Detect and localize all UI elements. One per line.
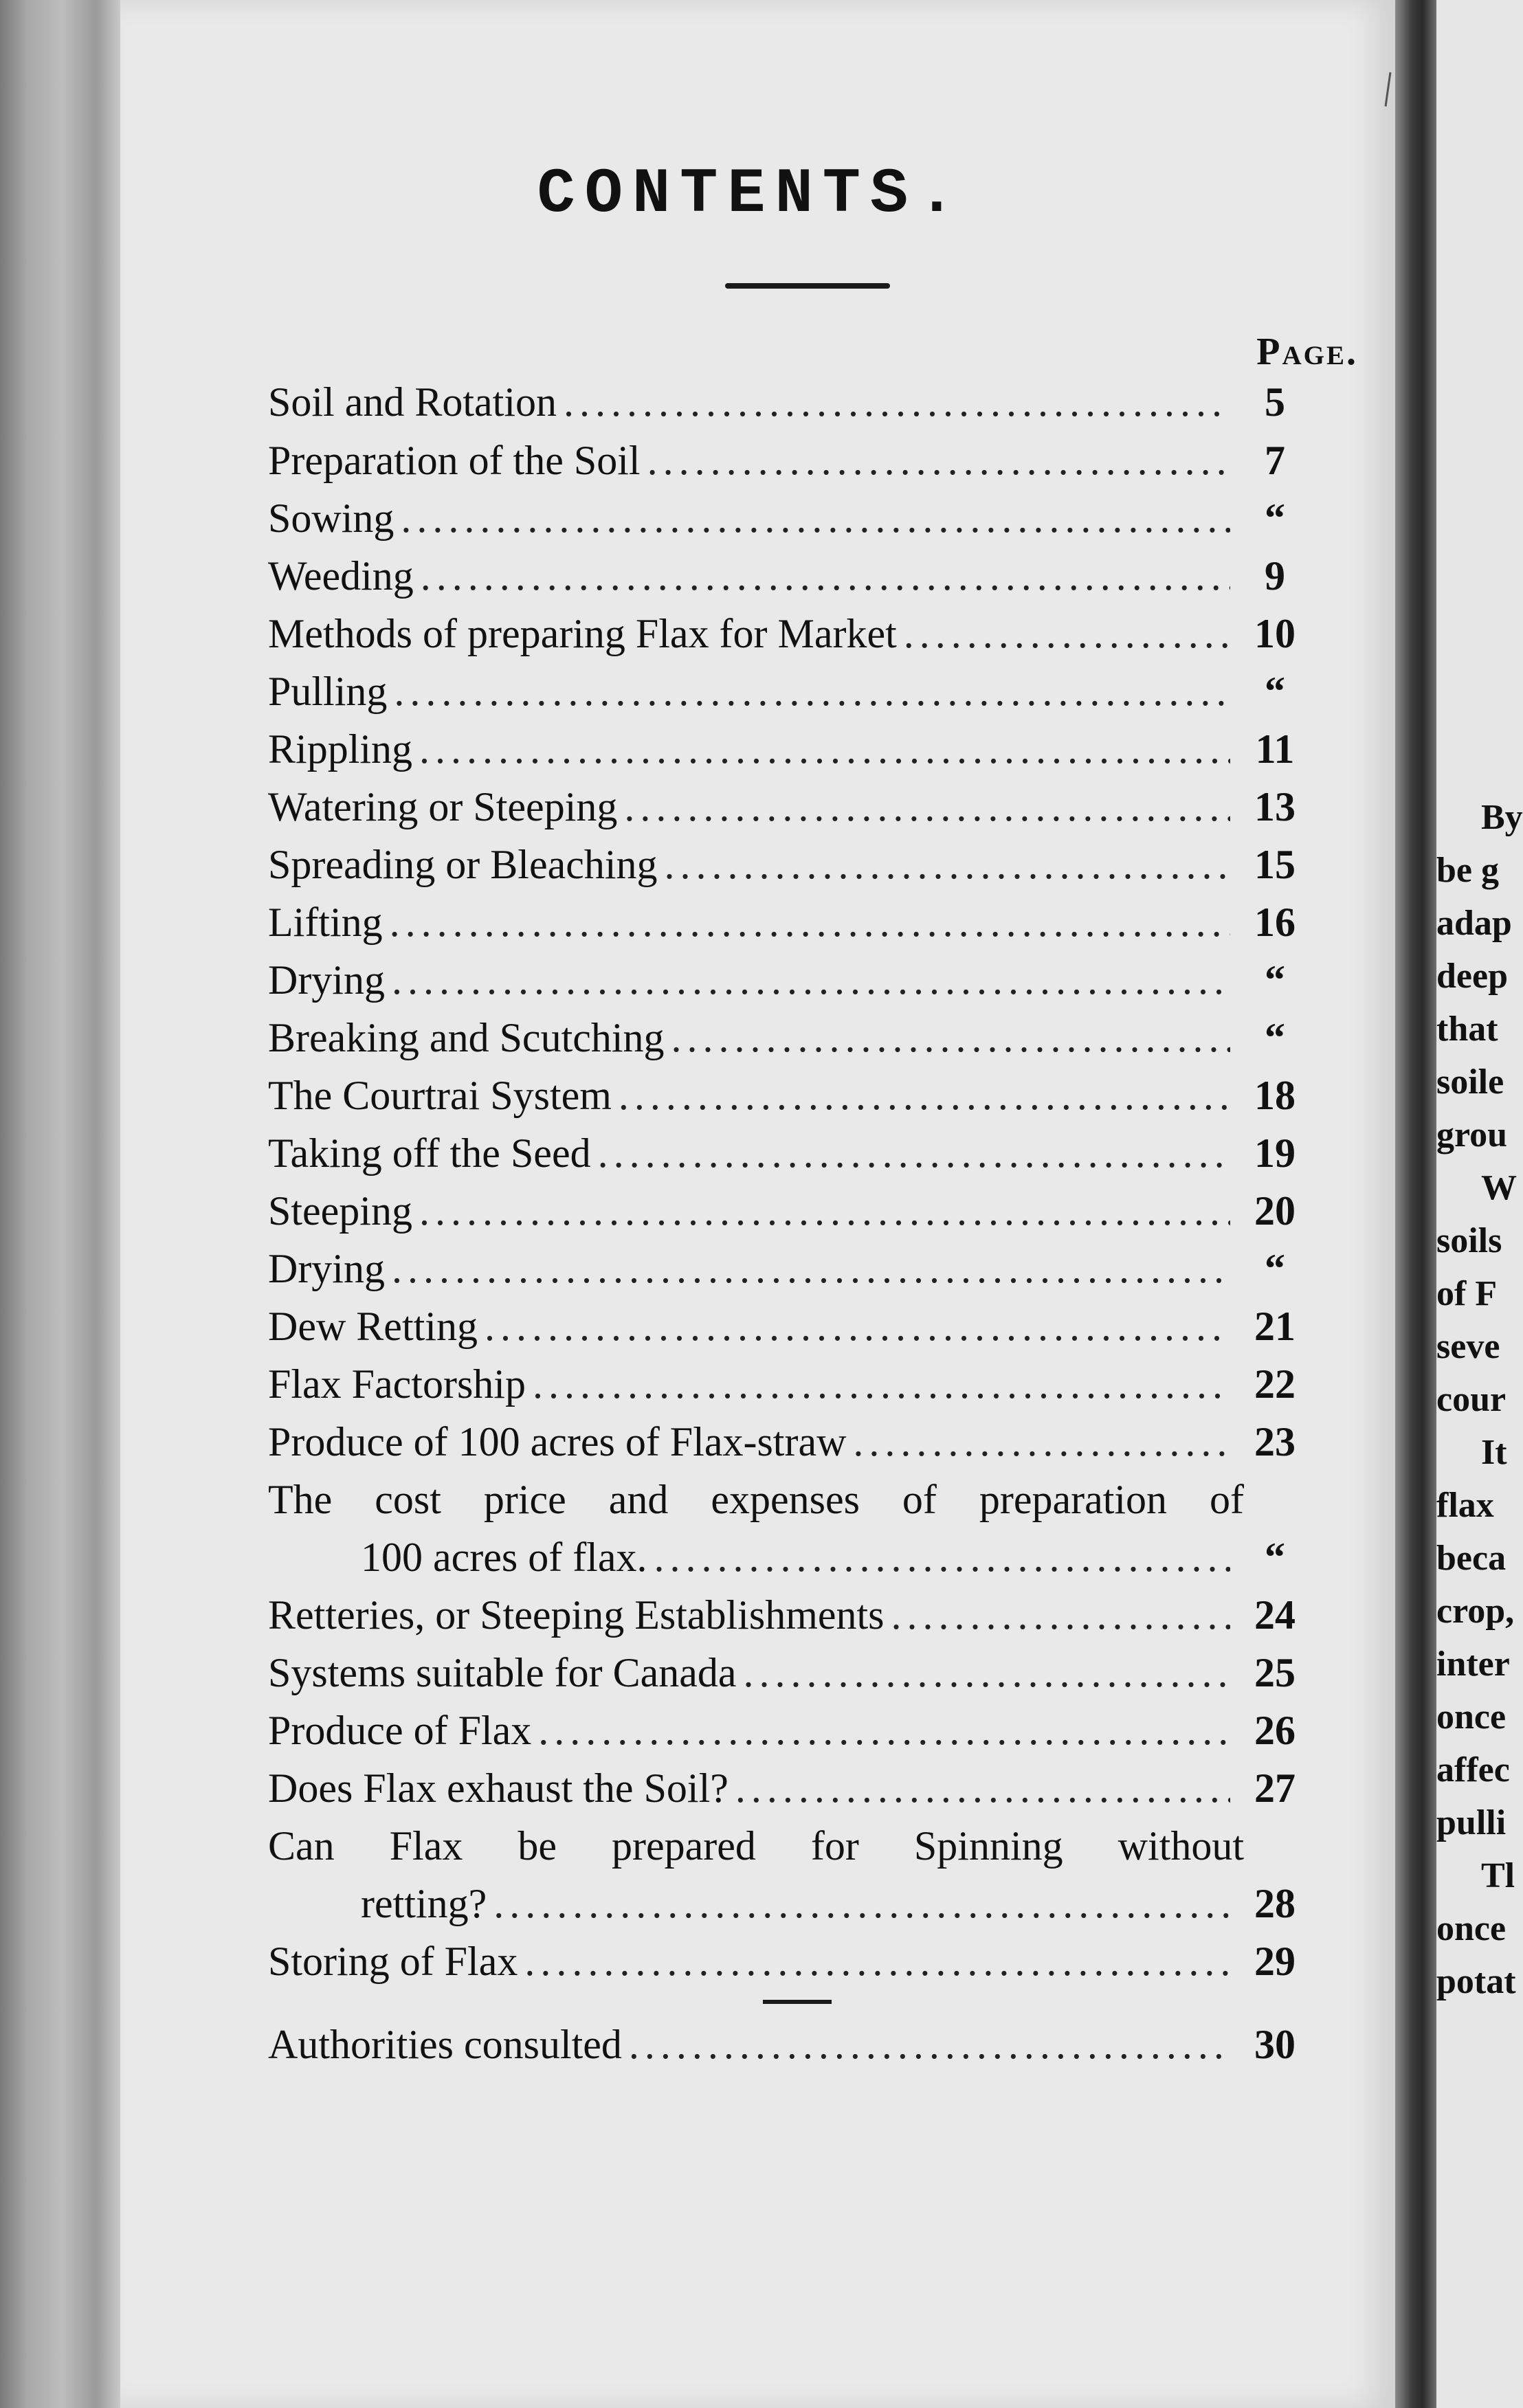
leader-dots xyxy=(419,722,1230,777)
toc-entry xyxy=(268,1183,1313,1238)
leader-dots xyxy=(904,606,1230,661)
toc-entry-label: Produce of Flax xyxy=(268,1708,532,1753)
facing-line: cour xyxy=(1436,1380,1507,1419)
toc-entry-page: 30 xyxy=(1254,2022,1296,2067)
toc-entry-page: “ xyxy=(1265,495,1285,541)
facing-line: be g xyxy=(1436,851,1499,890)
toc-entry-page: 15 xyxy=(1254,842,1296,887)
facing-line: of F xyxy=(1436,1274,1498,1313)
toc-entry-label: Authorities consulted xyxy=(268,2022,622,2067)
leader-dots xyxy=(533,1357,1230,1412)
toc-entry xyxy=(268,1934,1313,1989)
page-gutter xyxy=(1395,0,1436,2408)
leader-dots xyxy=(392,952,1230,1007)
leader-dots xyxy=(598,1126,1230,1181)
toc-entry-label: Breaking and Scutching xyxy=(268,1015,665,1060)
toc-entry xyxy=(268,1645,1313,1700)
toc-entry xyxy=(268,1299,1313,1354)
toc-entry-label: Dew Retting xyxy=(268,1304,478,1349)
toc-entry-label: retting? xyxy=(361,1881,487,1926)
leader-dots xyxy=(619,1068,1230,1123)
toc-entry-page: 29 xyxy=(1254,1939,1296,1984)
toc-entry xyxy=(268,548,1313,603)
toc-entry-page: 24 xyxy=(1254,1592,1296,1638)
section-divider-rule xyxy=(763,2000,832,2004)
toc-entry-label: Sowing xyxy=(268,495,394,541)
toc-entry-page: 20 xyxy=(1254,1188,1296,1234)
leader-dots xyxy=(671,1010,1230,1065)
toc-entry-page: 23 xyxy=(1254,1419,1296,1464)
facing-line: grou xyxy=(1436,1115,1508,1155)
toc-entry xyxy=(268,1241,1313,1296)
leader-dots xyxy=(421,548,1230,603)
toc-entry xyxy=(268,1761,1313,1816)
toc-entry xyxy=(268,664,1313,719)
toc-entry xyxy=(268,1587,1313,1642)
facing-line: adap xyxy=(1436,904,1512,943)
toc-entry-label: Preparation of the Soil xyxy=(268,438,641,483)
toc-entry-label: Pulling xyxy=(268,669,388,714)
toc-entry xyxy=(268,722,1313,777)
toc-entry-page: 26 xyxy=(1254,1708,1296,1753)
facing-line: potat xyxy=(1436,1962,1516,2001)
facing-line: It xyxy=(1481,1433,1507,1472)
leader-dots xyxy=(735,1761,1230,1816)
page-title: CONTENTS. xyxy=(537,158,966,230)
book-binding xyxy=(0,0,120,2408)
toc-entry xyxy=(268,1414,1313,1469)
toc-entry xyxy=(268,1068,1313,1123)
facing-line: once xyxy=(1436,1697,1507,1737)
toc-entry-label: Methods of preparing Flax for Market xyxy=(268,611,897,656)
facing-line: beca xyxy=(1436,1539,1507,1578)
toc-entry xyxy=(268,433,1313,488)
leader-dots xyxy=(394,664,1230,719)
toc-entry xyxy=(268,1876,1313,1931)
facing-line: inter xyxy=(1436,1645,1510,1684)
toc-entry-label: Soil and Rotation xyxy=(268,379,557,425)
leader-dots xyxy=(564,375,1230,430)
facing-line: deep xyxy=(1436,957,1508,996)
leader-dots xyxy=(401,491,1230,546)
toc-entry xyxy=(268,606,1313,661)
toc-entry-label: The Courtrai System xyxy=(268,1073,612,1118)
toc-entry-label: Produce of 100 acres of Flax-straw xyxy=(268,1419,847,1464)
facing-line: once xyxy=(1436,1909,1507,1948)
toc-entry-label: Systems suitable for Canada xyxy=(268,1650,737,1695)
leader-dots xyxy=(744,1645,1230,1700)
facing-line: W xyxy=(1481,1168,1517,1207)
toc-entry-label: Does Flax exhaust the Soil? xyxy=(268,1765,729,1811)
leader-dots xyxy=(665,837,1230,892)
toc-entry xyxy=(268,779,1313,834)
leader-dots xyxy=(647,433,1230,488)
toc-entry-label: Taking off the Seed xyxy=(268,1130,591,1176)
toc-entry-label: Drying xyxy=(268,957,385,1003)
toc-entry-page: 11 xyxy=(1255,726,1295,772)
facing-line: Tl xyxy=(1481,1856,1515,1895)
toc-entry-label: Weeding xyxy=(268,553,414,599)
toc-entry xyxy=(268,375,1313,430)
leader-dots xyxy=(624,779,1230,834)
toc-entry-page: “ xyxy=(1265,1535,1285,1580)
toc-entry-label: Flax Factorship xyxy=(268,1361,526,1407)
toc-entry-label: Storing of Flax xyxy=(268,1939,518,1984)
leader-dots xyxy=(390,895,1230,950)
leader-dots xyxy=(853,1414,1230,1469)
toc-entry-page: 28 xyxy=(1254,1881,1296,1926)
facing-line: affec xyxy=(1436,1750,1510,1790)
toc-entry-page: 25 xyxy=(1254,1650,1296,1695)
facing-line: seve xyxy=(1436,1327,1500,1366)
toc-entry xyxy=(268,895,1313,950)
toc-entry-label: Drying xyxy=(268,1246,385,1291)
facing-line: that xyxy=(1436,1010,1498,1049)
toc-entry-page: 9 xyxy=(1265,553,1285,599)
toc-entry-page: 18 xyxy=(1254,1073,1296,1118)
facing-page xyxy=(1436,0,1523,2408)
toc-entry-label: Watering or Steeping xyxy=(268,784,618,829)
page-column-header: Page. xyxy=(1256,331,1358,373)
leader-dots xyxy=(485,1299,1230,1354)
toc-entry-page: “ xyxy=(1265,1246,1285,1291)
toc-entry xyxy=(268,1126,1313,1181)
facing-line: soils xyxy=(1436,1221,1502,1260)
toc-entry-label: Rippling xyxy=(268,726,413,772)
toc-entry-page: 16 xyxy=(1254,900,1296,945)
toc-entry xyxy=(268,952,1313,1007)
facing-line: By xyxy=(1481,798,1523,837)
toc-entry-page: 7 xyxy=(1265,438,1285,483)
toc-entry-page: 5 xyxy=(1265,379,1285,425)
toc-entry-page: 21 xyxy=(1254,1304,1296,1349)
toc-entry xyxy=(268,1530,1313,1585)
leader-dots xyxy=(538,1703,1230,1758)
leader-dots xyxy=(629,2017,1230,2072)
leader-dots xyxy=(524,1934,1230,1989)
leader-dots xyxy=(891,1587,1230,1642)
toc-entry-label: 100 acres of flax. xyxy=(361,1535,647,1580)
toc-entry xyxy=(268,1357,1313,1412)
facing-line: flax xyxy=(1436,1486,1494,1525)
toc-entry xyxy=(268,491,1313,546)
toc-entry-label: Lifting xyxy=(268,900,383,945)
toc-entry-page: 19 xyxy=(1254,1130,1296,1176)
leader-dots xyxy=(654,1530,1230,1585)
toc-entry xyxy=(268,837,1313,892)
toc-entry-page: 22 xyxy=(1254,1361,1296,1407)
toc-entry-page: “ xyxy=(1265,1015,1285,1060)
toc-entry-page: “ xyxy=(1265,669,1285,714)
leader-dots xyxy=(419,1183,1230,1238)
toc-entry-page: 13 xyxy=(1254,784,1296,829)
facing-line: crop, xyxy=(1436,1592,1515,1631)
leader-dots xyxy=(493,1876,1230,1931)
title-ornament-rule xyxy=(725,283,890,289)
toc-entry xyxy=(268,1703,1313,1758)
toc-entry-label: Steeping xyxy=(268,1188,412,1234)
toc-entry-label-line1: Can Flax be prepared for Spinning without xyxy=(268,1823,1244,1869)
leader-dots xyxy=(392,1241,1230,1296)
toc-entry-label: Retteries, or Steeping Establishments xyxy=(268,1592,885,1638)
facing-line: soile xyxy=(1436,1062,1504,1102)
toc-entry-label: Spreading or Bleaching xyxy=(268,842,658,887)
toc-entry-page: “ xyxy=(1265,957,1285,1003)
toc-entry xyxy=(268,2017,1313,2072)
toc-entry-page: 27 xyxy=(1254,1765,1296,1811)
toc-entry xyxy=(268,1010,1313,1065)
toc-entry-page: 10 xyxy=(1254,611,1296,656)
toc-entry-label-line1: The cost price and expenses of preparation of xyxy=(268,1477,1244,1522)
facing-line: pulli xyxy=(1436,1803,1507,1842)
